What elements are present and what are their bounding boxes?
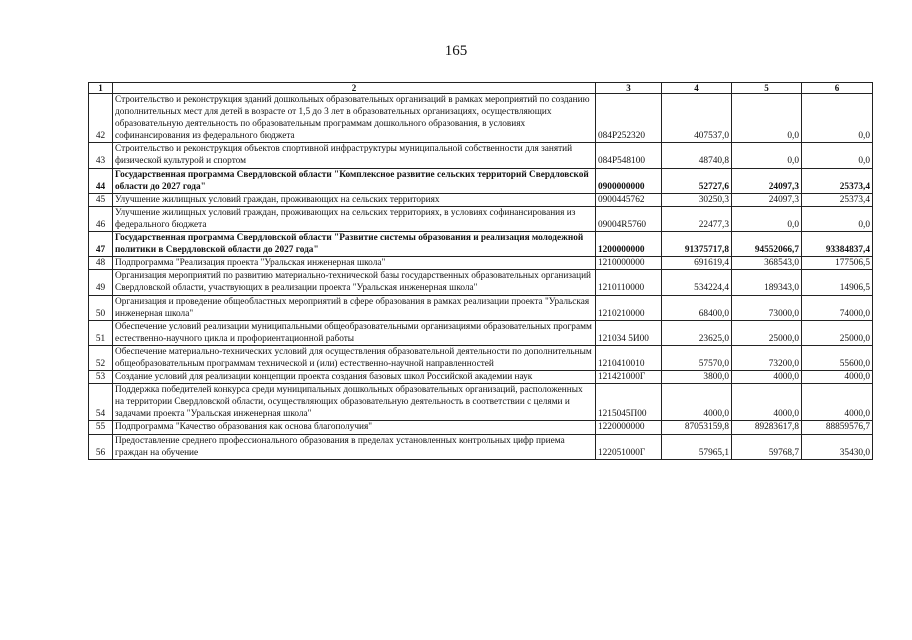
row-value-4-cell: 52727,6 [662,168,732,193]
row-value-5-cell: 73200,0 [732,345,802,370]
row-value-6-cell: 25373,4 [802,168,873,193]
row-number-cell: 48 [89,257,113,270]
table-row [89,295,873,320]
budget-table [88,82,873,460]
row-value-5-cell: 59768,7 [732,434,802,459]
row-value-6-cell: 0,0 [802,94,873,143]
row-number-cell: 45 [89,193,113,206]
row-value-5-cell: 89283617,8 [732,421,802,434]
row-number-cell: 54 [89,384,113,421]
row-value-5-cell: 0,0 [732,94,802,143]
row-name-cell: Создание условий для реализации концепции проекта создания базовых школ Российской академии наук [113,371,596,384]
row-number-cell: 47 [89,232,113,257]
row-number-cell: 46 [89,206,113,231]
row-value-5-cell: 0,0 [732,143,802,168]
row-value-5-cell: 73000,0 [732,295,802,320]
row-number-cell: 42 [89,94,113,143]
table-row [89,94,873,143]
page-number: 165 [444,43,468,59]
row-number-cell: 53 [89,371,113,384]
row-value-6-cell: 4000,0 [802,371,873,384]
table-row [89,371,873,384]
table-row [89,206,873,231]
row-number-cell: 44 [89,168,113,193]
row-value-5-cell: 0,0 [732,206,802,231]
row-value-4-cell: 68400,0 [662,295,732,320]
row-code-cell: 1210000000 [596,257,662,270]
table-header-row [89,83,873,94]
row-value-6-cell: 0,0 [802,143,873,168]
column-header-3: 3 [596,83,662,94]
row-value-6-cell: 74000,0 [802,295,873,320]
row-value-4-cell: 691619,4 [662,257,732,270]
table-row [89,257,873,270]
row-number-cell: 43 [89,143,113,168]
table-row [89,143,873,168]
row-name-cell: Поддержка победителей конкурса среди муниципальных дошкольных образовательных организаций, расположенных на территории Свердловской области, осуществляющих образовательную деятельность в соответствии с целями и задачами проекта "Уральская инженерная школа" [113,384,596,421]
row-name-cell: Предоставление среднего профессионального образования в пределах установленных контрольных цифр приема граждан на обучение [113,434,596,459]
row-name-cell: Организация мероприятий по развитию материально-технической базы государственных образовательных организаций Свердловской области, участвующих в реализации проекта "Уральская инженерная школа" [113,270,596,295]
row-name-cell: Обеспечение материально-технических условий для осуществления образовательной деятельности по дополнительным общеобразовательным программам технической и (или) естественно-научной направленностей [113,345,596,370]
row-name-cell: Государственная программа Свердловской области "Развитие системы образования и реализация молодежной политики в Свердловской области до 2027 года" [113,232,596,257]
row-name-cell: Обеспечение условий реализации муниципальными общеобразовательными организациями образовательных программ естественно-научного цикла и профориентационной работы [113,320,596,345]
row-value-5-cell: 368543,0 [732,257,802,270]
row-value-4-cell: 4000,0 [662,384,732,421]
row-code-cell: 0900000000 [596,168,662,193]
row-number-cell: 52 [89,345,113,370]
column-header-6: 6 [802,83,873,94]
table-body [89,94,873,460]
row-value-4-cell: 91375717,8 [662,232,732,257]
row-name-cell: Улучшение жилищных условий граждан, проживающих на сельских территориях [113,193,596,206]
row-code-cell: 1210410010 [596,345,662,370]
table-row [89,320,873,345]
row-number-cell: 49 [89,270,113,295]
column-header-2: 2 [113,83,596,94]
row-value-6-cell: 35430,0 [802,434,873,459]
table-row [89,168,873,193]
table-row [89,232,873,257]
row-value-5-cell: 24097,3 [732,193,802,206]
row-name-cell: Подпрограмма "Качество образования как основа благополучия" [113,421,596,434]
row-value-6-cell: 0,0 [802,206,873,231]
column-header-4: 4 [662,83,732,94]
table-row [89,434,873,459]
table-row [89,421,873,434]
row-code-cell: 1200000000 [596,232,662,257]
row-value-4-cell: 57570,0 [662,345,732,370]
row-name-cell: Строительство и реконструкция зданий дошкольных образовательных организаций в рамках мероприятий по созданию дополнительных мест для детей в возрасте от 1,5 до 3 лет в образовательных организациях, осуществляющих образовательную деятельность по образовательным программам дошкольного образования, в условиях софинансирования из федерального бюджета [113,94,596,143]
table-row [89,345,873,370]
row-value-6-cell: 88859576,7 [802,421,873,434]
table-row [89,270,873,295]
row-value-4-cell: 30250,3 [662,193,732,206]
row-value-6-cell: 4000,0 [802,384,873,421]
row-value-5-cell: 25000,0 [732,320,802,345]
row-value-6-cell: 177506,5 [802,257,873,270]
row-code-cell: 1210110000 [596,270,662,295]
row-code-cell: 09004R5760 [596,206,662,231]
row-code-cell: 122051000Г [596,434,662,459]
row-value-4-cell: 22477,3 [662,206,732,231]
row-value-6-cell: 25000,0 [802,320,873,345]
row-value-5-cell: 4000,0 [732,384,802,421]
column-header-5: 5 [732,83,802,94]
row-value-5-cell: 189343,0 [732,270,802,295]
row-name-cell: Организация и проведение общеобластных мероприятий в сфере образования в рамках реализации проекта "Уральская инженерная школа" [113,295,596,320]
column-header-1: 1 [89,83,113,94]
row-code-cell: 084P252320 [596,94,662,143]
row-value-5-cell: 94552066,7 [732,232,802,257]
row-code-cell: 1215045П00 [596,384,662,421]
row-code-cell: 121421000Г [596,371,662,384]
row-value-4-cell: 57965,1 [662,434,732,459]
row-value-4-cell: 23625,0 [662,320,732,345]
row-value-4-cell: 87053159,8 [662,421,732,434]
row-number-cell: 55 [89,421,113,434]
row-value-5-cell: 4000,0 [732,371,802,384]
row-code-cell: 1210210000 [596,295,662,320]
row-value-6-cell: 14906,5 [802,270,873,295]
row-number-cell: 51 [89,320,113,345]
row-value-4-cell: 407537,0 [662,94,732,143]
row-code-cell: 121034 5И00 [596,320,662,345]
row-value-6-cell: 93384837,4 [802,232,873,257]
row-value-4-cell: 3800,0 [662,371,732,384]
table-row [89,384,873,421]
row-code-cell: 0900445762 [596,193,662,206]
row-code-cell: 084P548100 [596,143,662,168]
row-value-6-cell: 55600,0 [802,345,873,370]
row-value-4-cell: 48740,8 [662,143,732,168]
row-value-4-cell: 534224,4 [662,270,732,295]
row-name-cell: Улучшение жилищных условий граждан, проживающих на сельских территориях, в условиях софинансирования из федерального бюджета [113,206,596,231]
row-name-cell: Государственная программа Свердловской области "Комплексное развитие сельских территорий Свердловской области до 2027 года" [113,168,596,193]
row-number-cell: 50 [89,295,113,320]
row-value-5-cell: 24097,3 [732,168,802,193]
row-value-6-cell: 25373,4 [802,193,873,206]
table-row [89,193,873,206]
row-name-cell: Подпрограмма "Реализация проекта "Уральская инженерная школа" [113,257,596,270]
row-name-cell: Строительство и реконструкция объектов спортивной инфраструктуры муниципальной собственности для занятий физической культурой и спортом [113,143,596,168]
row-number-cell: 56 [89,434,113,459]
row-code-cell: 1220000000 [596,421,662,434]
